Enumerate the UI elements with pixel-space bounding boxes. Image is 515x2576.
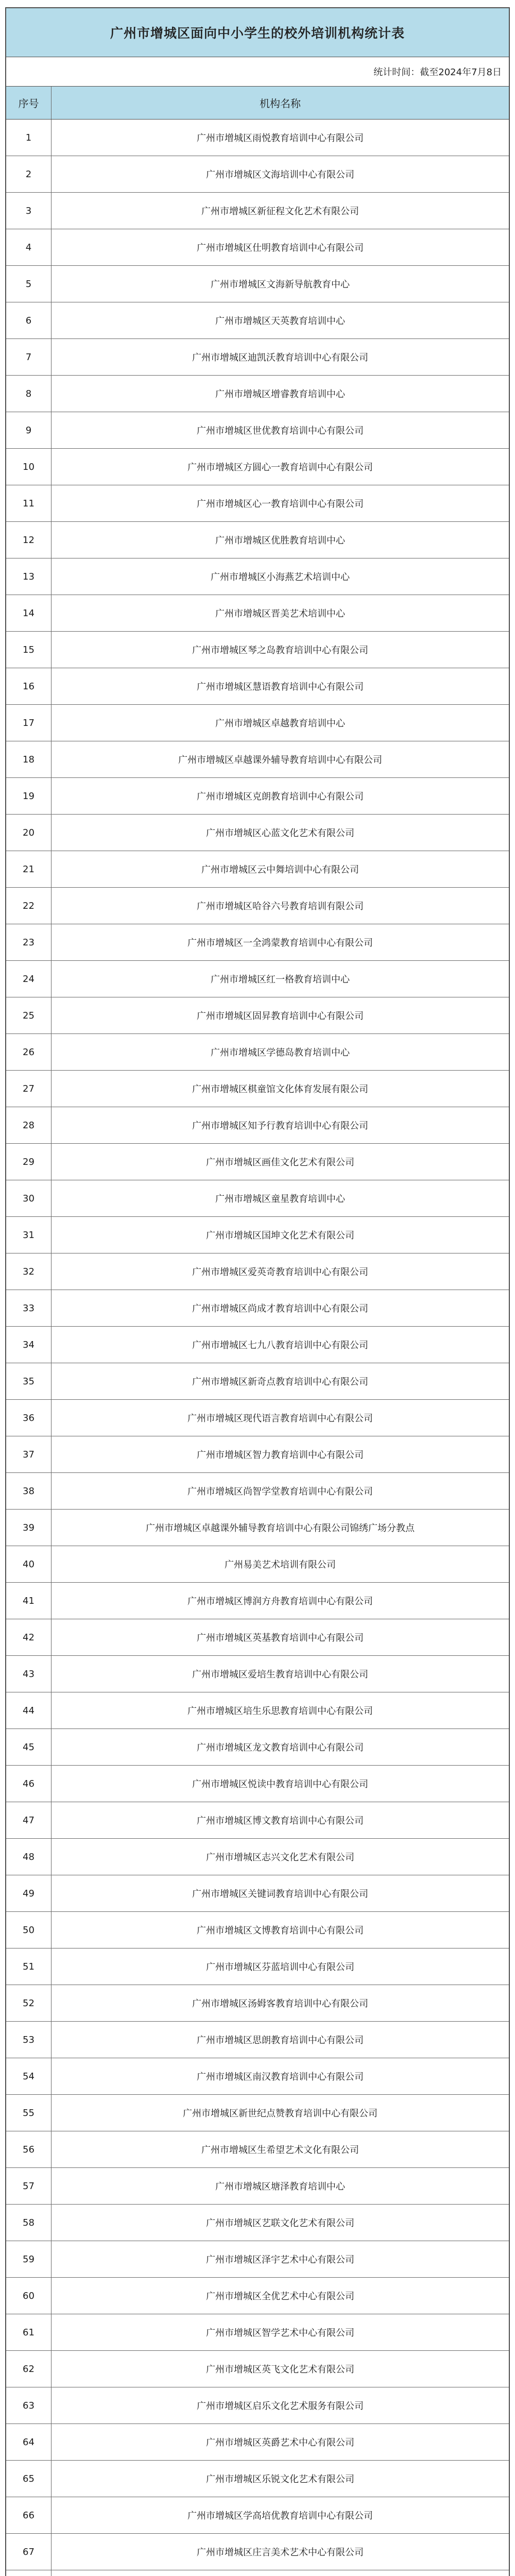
institution-name: 广州市增城区哈谷六号教育培训有限公司 bbox=[197, 901, 364, 912]
institution-name: 广州市增城区乐锐文化艺术有限公司 bbox=[206, 2474, 354, 2485]
institution-name: 广州市增城区固昇教育培训中心有限公司 bbox=[197, 1011, 364, 1022]
institution-name: 广州市增城区国坤文化艺术有限公司 bbox=[206, 1230, 354, 1241]
institution-name: 广州市增城区启乐文化艺术服务有限公司 bbox=[197, 2401, 364, 2412]
row-number: 61 bbox=[6, 2314, 52, 2350]
table-row bbox=[6, 1217, 509, 1253]
table-row bbox=[6, 1656, 509, 1692]
institution-name: 广州市增城区心一教育培训中心有限公司 bbox=[197, 499, 364, 510]
institution-name: 广州市增城区新征程文化艺术有限公司 bbox=[201, 206, 359, 217]
institution-name: 广州市增城区智学艺术中心有限公司 bbox=[206, 2328, 354, 2338]
row-number: 53 bbox=[6, 2022, 52, 2058]
table-row bbox=[6, 997, 509, 1034]
row-number: 50 bbox=[6, 1912, 52, 1948]
institution-name: 广州市增城区小海燕艺术培训中心 bbox=[211, 572, 350, 583]
institution-name: 广州市增城区艺联文化艺术有限公司 bbox=[206, 2218, 354, 2229]
table-row bbox=[6, 741, 509, 778]
institution-name: 广州市增城区培生乐思教育培训中心有限公司 bbox=[187, 1706, 373, 1717]
table-row bbox=[6, 2497, 509, 2534]
table-row bbox=[6, 2570, 509, 2576]
row-number: 18 bbox=[6, 741, 52, 777]
table-row bbox=[6, 302, 509, 339]
table-row bbox=[6, 229, 509, 266]
row-number: 12 bbox=[6, 522, 52, 558]
table-row bbox=[6, 376, 509, 412]
institution-name: 广州市增城区尚成才教育培训中心有限公司 bbox=[192, 1303, 368, 1314]
institution-name: 广州市增城区世优教育培训中心有限公司 bbox=[197, 426, 364, 436]
row-number: 10 bbox=[6, 449, 52, 485]
table-row bbox=[6, 2022, 509, 2058]
stat-time: 统计时间：截至2024年7月8日 bbox=[6, 57, 509, 87]
table-row bbox=[6, 339, 509, 376]
table-row bbox=[6, 851, 509, 888]
row-number: 58 bbox=[6, 2205, 52, 2241]
table-row bbox=[6, 449, 509, 485]
row-number: 11 bbox=[6, 485, 52, 521]
row-number: 31 bbox=[6, 1217, 52, 1253]
table-row bbox=[6, 961, 509, 997]
table-row bbox=[6, 1619, 509, 1656]
institution-name: 广州市增城区学德岛教育培训中心 bbox=[211, 1047, 350, 1058]
table-row bbox=[6, 120, 509, 156]
row-number: 43 bbox=[6, 1656, 52, 1692]
table-row bbox=[6, 1363, 509, 1400]
table-row bbox=[6, 1510, 509, 1546]
table-row bbox=[6, 1327, 509, 1363]
table-row bbox=[6, 266, 509, 302]
row-number: 67 bbox=[6, 2534, 52, 2570]
table-row bbox=[6, 1180, 509, 1217]
institution-name: 广州市增城区克朗教育培训中心有限公司 bbox=[197, 791, 364, 802]
table-row bbox=[6, 2278, 509, 2314]
institution-name: 广州市增城区云中舞培训中心有限公司 bbox=[201, 865, 359, 875]
table-row bbox=[6, 1692, 509, 1729]
table-row bbox=[6, 1875, 509, 1912]
institution-name: 广州市增城区迪凯沃教育培训中心有限公司 bbox=[192, 352, 368, 363]
row-number: 55 bbox=[6, 2095, 52, 2131]
table-row bbox=[6, 1839, 509, 1875]
institution-name: 广州市增城区英爵艺术中心有限公司 bbox=[206, 2437, 354, 2448]
table-body bbox=[6, 120, 509, 2576]
institution-name: 广州市增城区全优艺术中心有限公司 bbox=[206, 2291, 354, 2302]
row-number: 45 bbox=[6, 1729, 52, 1765]
table-row bbox=[6, 2351, 509, 2387]
institution-name: 广州市增城区文海新导航教育中心 bbox=[211, 279, 350, 290]
institution-name: 广州市增城区心蓝文化艺术有限公司 bbox=[206, 828, 354, 839]
row-number: 32 bbox=[6, 1253, 52, 1290]
institution-name: 广州市增城区博文教育培训中心有限公司 bbox=[197, 1816, 364, 1826]
table-row bbox=[6, 632, 509, 668]
row-number: 23 bbox=[6, 924, 52, 960]
row-number: 28 bbox=[6, 1107, 52, 1143]
table-row bbox=[6, 888, 509, 924]
table-row bbox=[6, 1071, 509, 1107]
institution-name: 广州市增城区慧语教育培训中心有限公司 bbox=[197, 682, 364, 692]
row-number: 6 bbox=[6, 302, 52, 338]
row-number: 30 bbox=[6, 1180, 52, 1216]
institution-name: 广州市增城区棋童馆文化体育发展有限公司 bbox=[192, 1084, 368, 1095]
institution-name: 广州市增城区关键词教育培训中心有限公司 bbox=[192, 1889, 368, 1900]
header-no: 序号 bbox=[6, 87, 52, 119]
table-row bbox=[6, 2534, 509, 2570]
institution-name: 广州市增城区悦读中教育培训中心有限公司 bbox=[192, 1779, 368, 1790]
institution-name: 广州市增城区优胜教育培训中心 bbox=[215, 535, 345, 546]
row-number: 24 bbox=[6, 961, 52, 997]
institution-name: 广州市增城区童星教育培训中心 bbox=[215, 1194, 345, 1205]
table-row bbox=[6, 1473, 509, 1510]
institution-name: 广州市增城区七九八教育培训中心有限公司 bbox=[192, 1340, 368, 1351]
table-title: 广州市增城区面向中小学生的校外培训机构统计表 bbox=[6, 8, 509, 57]
institution-name: 广州市增城区爱英奇教育培训中心有限公司 bbox=[192, 1267, 368, 1278]
table-row bbox=[6, 924, 509, 961]
institution-name: 广州市增城区志兴文化艺术有限公司 bbox=[206, 1852, 354, 1863]
institution-name: 广州市增城区雨悦教育培训中心有限公司 bbox=[197, 133, 364, 144]
row-number: 13 bbox=[6, 558, 52, 595]
table-row bbox=[6, 1583, 509, 1619]
row-number: 46 bbox=[6, 1766, 52, 1802]
table-row bbox=[6, 412, 509, 449]
row-number: 21 bbox=[6, 851, 52, 887]
table-row bbox=[6, 815, 509, 851]
row-number bbox=[6, 2570, 52, 2576]
table-row bbox=[6, 1729, 509, 1766]
table-row bbox=[6, 705, 509, 741]
institution-name: 广州市增城区知予行教育培训中心有限公司 bbox=[192, 1121, 368, 1131]
row-number: 7 bbox=[6, 339, 52, 375]
table-row bbox=[6, 2131, 509, 2168]
row-number: 54 bbox=[6, 2058, 52, 2094]
table-row bbox=[6, 2461, 509, 2497]
table-row bbox=[6, 558, 509, 595]
row-number: 64 bbox=[6, 2424, 52, 2460]
table-row bbox=[6, 1290, 509, 1327]
institution-name: 广州市增城区智力教育培训中心有限公司 bbox=[197, 1450, 364, 1461]
institution-name: 广州市增城区尚智学堂教育培训中心有限公司 bbox=[187, 1486, 373, 1497]
institution-name: 广州市增城区南汉教育培训中心有限公司 bbox=[197, 2072, 364, 2082]
table-row bbox=[6, 1144, 509, 1180]
table-row bbox=[6, 2168, 509, 2205]
row-number: 60 bbox=[6, 2278, 52, 2314]
row-number: 22 bbox=[6, 888, 52, 924]
row-number: 38 bbox=[6, 1473, 52, 1509]
row-number: 27 bbox=[6, 1071, 52, 1107]
table-row bbox=[6, 1766, 509, 1802]
row-number: 41 bbox=[6, 1583, 52, 1619]
table-header-row bbox=[6, 87, 509, 120]
institution-name: 广州市增城区画佳文化艺术有限公司 bbox=[206, 1157, 354, 1168]
row-number: 66 bbox=[6, 2497, 52, 2533]
row-number: 56 bbox=[6, 2131, 52, 2167]
table-row bbox=[6, 1546, 509, 1583]
institution-name: 广州易美艺术培训有限公司 bbox=[225, 1560, 336, 1570]
row-number: 44 bbox=[6, 1692, 52, 1728]
institution-name: 广州市增城区芬蓝培训中心有限公司 bbox=[206, 1962, 354, 1973]
header-name: 机构名称 bbox=[260, 97, 301, 110]
row-number: 14 bbox=[6, 595, 52, 631]
institution-name: 广州市增城区文博教育培训中心有限公司 bbox=[197, 1925, 364, 1936]
institution-name: 广州市增城区英飞文化艺术有限公司 bbox=[206, 2364, 354, 2375]
institution-name: 广州市增城区英基教育培训中心有限公司 bbox=[197, 1633, 364, 1643]
institution-name: 广州市增城区一全鸿蒙教育培训中心有限公司 bbox=[187, 938, 373, 948]
institution-name: 广州市增城区思朗教育培训中心有限公司 bbox=[197, 2035, 364, 2046]
row-number: 29 bbox=[6, 1144, 52, 1180]
institution-name: 广州市增城区新世纪点赞教育培训中心有限公司 bbox=[183, 2108, 377, 2119]
table-row bbox=[6, 156, 509, 193]
institution-name bbox=[52, 2570, 509, 2576]
row-number: 35 bbox=[6, 1363, 52, 1399]
institution-name: 广州市增城区汤姆客教育培训中心有限公司 bbox=[192, 1998, 368, 2009]
row-number: 51 bbox=[6, 1948, 52, 1985]
institution-name: 广州市增城区红一格教育培训中心 bbox=[211, 974, 350, 985]
table-row bbox=[6, 1253, 509, 1290]
row-number: 26 bbox=[6, 1034, 52, 1070]
table-row bbox=[6, 778, 509, 815]
row-number: 34 bbox=[6, 1327, 52, 1363]
row-number: 40 bbox=[6, 1546, 52, 1582]
row-number: 5 bbox=[6, 266, 52, 302]
table-row bbox=[6, 1436, 509, 1473]
institution-name: 广州市增城区天英教育培训中心 bbox=[215, 316, 345, 327]
table-row bbox=[6, 1985, 509, 2022]
table-row bbox=[6, 193, 509, 229]
institution-name: 广州市增城区庄言美术艺术中心有限公司 bbox=[197, 2547, 364, 2558]
institution-name: 广州市增城区泽宇艺术中心有限公司 bbox=[206, 2255, 354, 2265]
row-number: 62 bbox=[6, 2351, 52, 2387]
row-number: 33 bbox=[6, 1290, 52, 1326]
row-number: 59 bbox=[6, 2241, 52, 2277]
institution-name: 广州市增城区卓越课外辅导教育培训中心有限公司 bbox=[178, 755, 382, 766]
row-number: 36 bbox=[6, 1400, 52, 1436]
institution-name: 广州市增城区仕明教育培训中心有限公司 bbox=[197, 243, 364, 253]
institution-name: 广州市增城区博润方舟教育培训中心有限公司 bbox=[187, 1596, 373, 1607]
institution-name: 广州市增城区方圆心一教育培训中心有限公司 bbox=[187, 462, 373, 473]
row-number: 52 bbox=[6, 1985, 52, 2021]
row-number: 15 bbox=[6, 632, 52, 668]
row-number: 1 bbox=[6, 120, 52, 156]
row-number: 16 bbox=[6, 668, 52, 704]
table-row bbox=[6, 1034, 509, 1071]
institution-name: 广州市增城区文海培训中心有限公司 bbox=[206, 170, 354, 180]
institution-name: 广州市增城区龙文教育培训中心有限公司 bbox=[197, 1742, 364, 1753]
row-number: 2 bbox=[6, 156, 52, 192]
table-row bbox=[6, 485, 509, 522]
row-number: 65 bbox=[6, 2461, 52, 2497]
table-row bbox=[6, 522, 509, 558]
table-row bbox=[6, 1107, 509, 1144]
table-row bbox=[6, 2095, 509, 2131]
institution-name: 广州市增城区塘泽教育培训中心 bbox=[215, 2181, 345, 2192]
row-number: 48 bbox=[6, 1839, 52, 1875]
table-row bbox=[6, 2205, 509, 2241]
row-number: 47 bbox=[6, 1802, 52, 1838]
institution-table bbox=[5, 7, 510, 2576]
table-row bbox=[6, 595, 509, 632]
row-number: 19 bbox=[6, 778, 52, 814]
row-number: 8 bbox=[6, 376, 52, 412]
table-row bbox=[6, 2241, 509, 2278]
table-row bbox=[6, 1948, 509, 1985]
table-row bbox=[6, 2387, 509, 2424]
row-number: 37 bbox=[6, 1436, 52, 1472]
row-number: 9 bbox=[6, 412, 52, 448]
institution-name: 广州市增城区卓越教育培训中心 bbox=[215, 718, 345, 729]
row-number: 25 bbox=[6, 997, 52, 1033]
institution-name: 广州市增城区卓越课外辅导教育培训中心有限公司锦绣广场分教点 bbox=[146, 1523, 415, 1534]
institution-name: 广州市增城区爱培生教育培训中心有限公司 bbox=[192, 1669, 368, 1680]
table-row bbox=[6, 1802, 509, 1839]
table-row bbox=[6, 2058, 509, 2095]
table-row bbox=[6, 2424, 509, 2461]
row-number: 20 bbox=[6, 815, 52, 851]
row-number: 49 bbox=[6, 1875, 52, 1911]
institution-name: 广州市增城区晋美艺术培训中心 bbox=[215, 608, 345, 619]
table-row bbox=[6, 1912, 509, 1948]
institution-name: 广州市增城区学高培优教育培训中心有限公司 bbox=[187, 2511, 373, 2521]
institution-name: 广州市增城区现代语言教育培训中心有限公司 bbox=[187, 1413, 373, 1424]
institution-name: 广州市增城区新奇点教育培训中心有限公司 bbox=[192, 1377, 368, 1387]
row-number: 17 bbox=[6, 705, 52, 741]
row-number: 39 bbox=[6, 1510, 52, 1546]
table-row bbox=[6, 2314, 509, 2351]
row-number: 63 bbox=[6, 2387, 52, 2424]
institution-name: 广州市增城区增睿教育培训中心 bbox=[215, 389, 345, 400]
institution-name: 广州市增城区生希望艺术文化有限公司 bbox=[201, 2145, 359, 2156]
row-number: 42 bbox=[6, 1619, 52, 1655]
row-number: 57 bbox=[6, 2168, 52, 2204]
institution-name: 广州市增城区琴之岛教育培训中心有限公司 bbox=[192, 645, 368, 656]
table-row bbox=[6, 1400, 509, 1436]
table-row bbox=[6, 668, 509, 705]
row-number: 4 bbox=[6, 229, 52, 265]
row-number: 3 bbox=[6, 193, 52, 229]
